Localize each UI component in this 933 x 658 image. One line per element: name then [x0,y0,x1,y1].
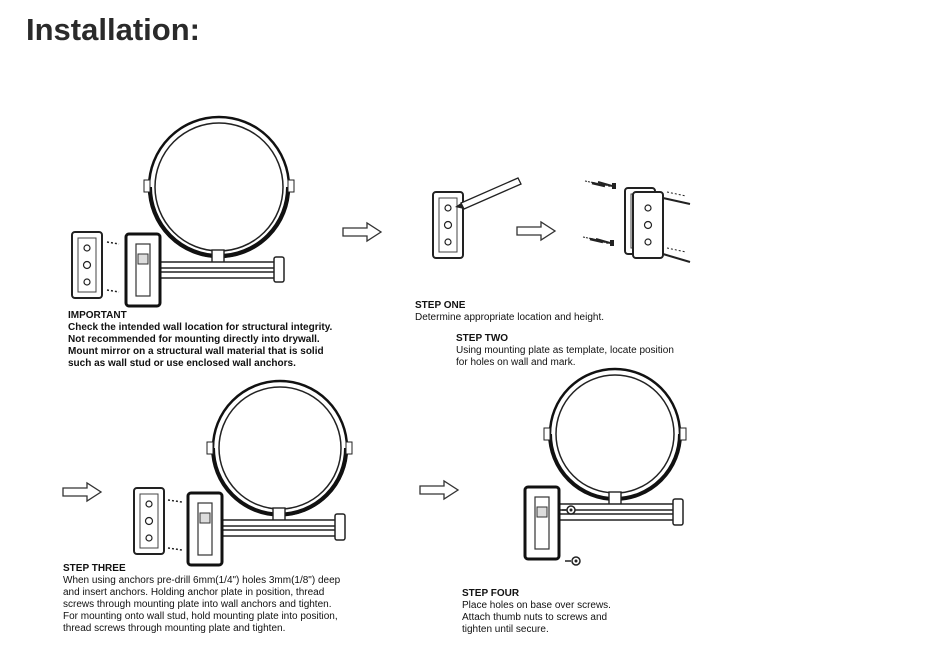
important-note [68,310,332,370]
step-four [462,588,611,636]
step-three-line: and insert anchors. Holding anchor plate in position, thread [63,587,325,598]
pencil-icon [455,178,521,209]
step-three [63,563,340,635]
step-four-line: tighten until secure. [462,624,549,635]
arrow-right-icon [420,481,458,499]
screw-icon [107,242,119,292]
step-three-line: thread screws through mounting plate and tighten. [63,623,286,634]
mirror-base-plate [188,493,222,565]
important-line: Not recommended for mounting directly into drywall. [68,334,320,345]
step-four-line: Attach thumb nuts to screws and [462,612,608,623]
step-one-line: Determine appropriate location and height. [415,312,605,323]
step-two-line: Using mounting plate as template, locate position [456,345,674,356]
step-two-heading: STEP TWO [456,333,509,344]
step-three-line: For mounting onto wall stud, hold mounting plate into position, [63,611,338,622]
step-three-heading: STEP THREE [63,563,126,574]
mirror-base-plate [126,234,160,306]
mirror-icon [207,381,352,522]
arrow-right-icon [63,483,101,501]
step-one-heading: STEP ONE [415,300,466,311]
mounting-plate-icon [134,488,164,554]
arrow-right-icon [517,222,555,240]
important-line: Mount mirror on a structural wall material that is solid [68,346,324,357]
step-one [415,300,604,324]
mounting-plate-icon [633,192,663,258]
mounting-plate-icon [72,232,102,298]
important-line: such as wall stud or use enclosed wall anchors. [68,358,296,369]
screw-icon [168,500,182,550]
step-two [456,333,674,369]
important-heading: IMPORTANT [68,310,127,321]
mirror-icon [144,117,294,264]
step-three-line: When using anchors pre-drill 6mm(1/4") holes 3mm(1/8") deep [63,575,341,586]
mirror-icon [544,369,686,506]
step-four-line: Place holes on base over screws. [462,600,611,611]
step-three-line: screws through mounting plate into wall anchors and tighten. [63,599,332,610]
step-two-line: for holes on wall and mark. [456,357,576,368]
mounting-plate-icon [433,192,463,258]
mirror-base-plate [525,487,559,559]
page-title: Installation: [26,12,200,47]
arrow-right-icon [343,223,381,241]
step-four-heading: STEP FOUR [462,588,520,599]
important-line: Check the intended wall location for structural integrity. [68,322,333,333]
